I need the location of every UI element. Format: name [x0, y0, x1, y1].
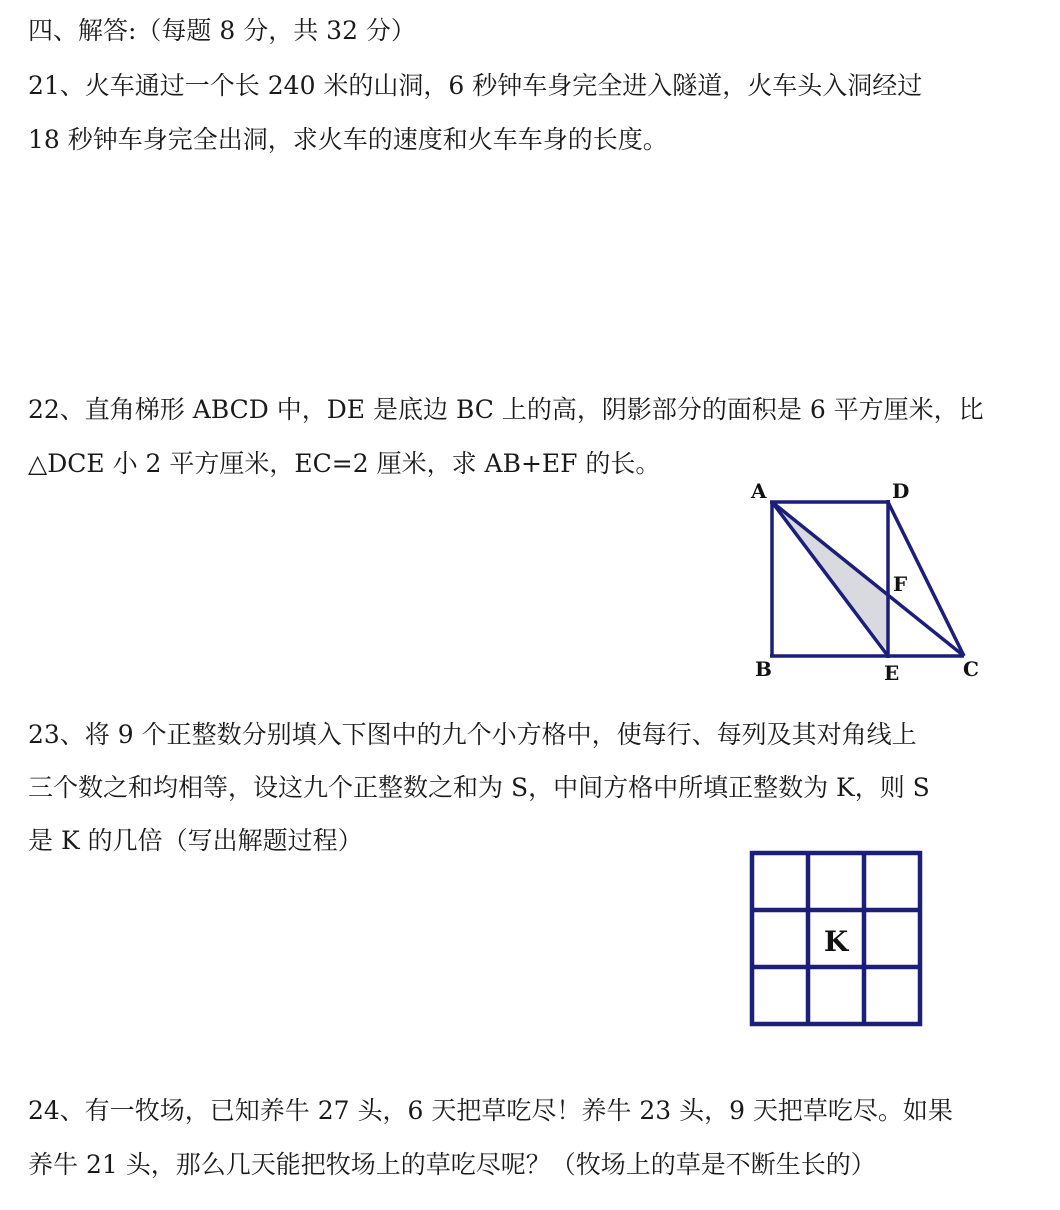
label-f: F — [893, 572, 908, 596]
section-heading: 四、解答:（每题 8 分，共 32 分） — [28, 16, 416, 45]
label-c: C — [963, 657, 979, 681]
label-b: B — [755, 657, 772, 681]
q24-text-line-2: 养牛 21 头，那么几天能把牧场上的草吃尽呢？（牧场上的草是不断生长的） — [28, 1150, 876, 1179]
label-e: E — [884, 661, 900, 685]
q23-text-line-2: 三个数之和均相等，设这九个正整数之和为 S，中间方格中所填正整数为 K，则 S — [28, 773, 930, 802]
magic-square-grid — [748, 849, 926, 1029]
q24-text-line-1: 24、有一牧场，已知养牛 27 头，6 天把草吃尽！养牛 23 头，9 天把草吃尽。如果 — [28, 1096, 953, 1125]
q23-text-line-1: 23、将 9 个正整数分别填入下图中的九个小方格中，使每行、每列及其对角线上 — [28, 720, 917, 749]
label-d: D — [892, 479, 910, 503]
diagonal-ac — [772, 502, 964, 656]
center-cell-k: K — [823, 925, 849, 958]
q21-text-line-1: 21、火车通过一个长 240 米的山洞，6 秒钟车身完全进入隧道，火车头入洞经过 — [28, 71, 923, 100]
trapezoid-figure — [745, 475, 995, 690]
q21-text-line-2: 18 秒钟车身完全出洞，求火车的速度和火车车身的长度。 — [28, 125, 668, 154]
label-a: A — [751, 479, 767, 503]
q23-text-line-3: 是 K 的几倍（写出解题过程） — [28, 826, 363, 855]
q22-text-line-2: △DCE 小 2 平方厘米，EC=2 厘米，求 AB+EF 的长。 — [28, 449, 661, 478]
q22-text-line-1: 22、直角梯形 ABCD 中，DE 是底边 BC 上的高，阴影部分的面积是 6 平方厘米，比 — [28, 395, 984, 424]
